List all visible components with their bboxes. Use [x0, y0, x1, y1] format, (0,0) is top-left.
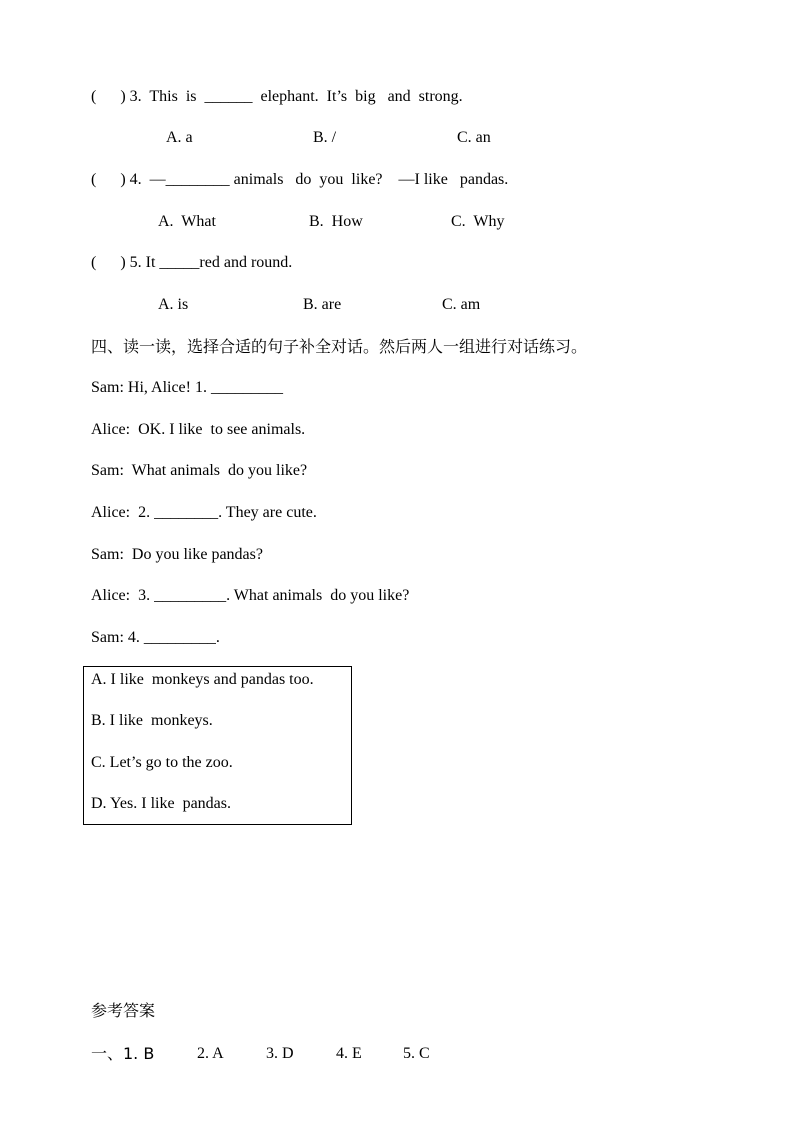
answer-3: 3. D — [266, 1045, 294, 1062]
question-5-option-b: B. are — [303, 296, 342, 313]
dialogue-line-7: Sam: 4. _________. — [91, 629, 220, 646]
dialogue-line-3: Sam: What animals do you like? — [91, 462, 308, 479]
question-4-option-a: A. What — [158, 213, 216, 230]
answer-5: 5. C — [403, 1045, 430, 1062]
answer-1: 一、1. B — [91, 1044, 155, 1063]
answer-key-title: 参考答案 — [91, 1001, 156, 1020]
question-4-option-b: B. How — [309, 213, 363, 230]
choice-c: C. Let’s go to the zoo. — [91, 754, 233, 771]
question-5-option-c: C. am — [442, 296, 481, 313]
question-3-option-b: B. / — [313, 129, 337, 146]
answer-2: 2. A — [197, 1045, 224, 1062]
question-3-stem: ( ) 3. This is ______ elephant. It’s big and strong. — [91, 88, 463, 105]
question-5-stem: ( ) 5. It _____red and round. — [91, 254, 293, 271]
choice-a: A. I like monkeys and pandas too. — [91, 671, 314, 688]
dialogue-line-1: Sam: Hi, Alice! 1. _________ — [91, 379, 283, 396]
question-4-stem: ( ) 4. —________ animals do you like? —I like pandas. — [91, 171, 509, 188]
dialogue-line-5: Sam: Do you like pandas? — [91, 546, 263, 563]
dialogue-line-4: Alice: 2. ________. They are cute. — [91, 504, 317, 521]
choice-d: D. Yes. I like pandas. — [91, 795, 231, 812]
dialogue-line-2: Alice: OK. I like to see animals. — [91, 421, 306, 438]
dialogue-line-6: Alice: 3. _________. What animals do you like? — [91, 587, 410, 604]
question-4-option-c: C. Why — [451, 213, 505, 230]
question-3-option-c: C. an — [457, 129, 491, 146]
answer-4: 4. E — [336, 1045, 362, 1062]
choices-box — [83, 666, 352, 825]
question-5-option-a: A. is — [158, 296, 189, 313]
section-4-title: 四、读一读，选择合适的句子补全对话。然后两人一组进行对话练习。 — [91, 337, 588, 356]
choice-b: B. I like monkeys. — [91, 712, 213, 729]
question-3-option-a: A. a — [166, 129, 193, 146]
